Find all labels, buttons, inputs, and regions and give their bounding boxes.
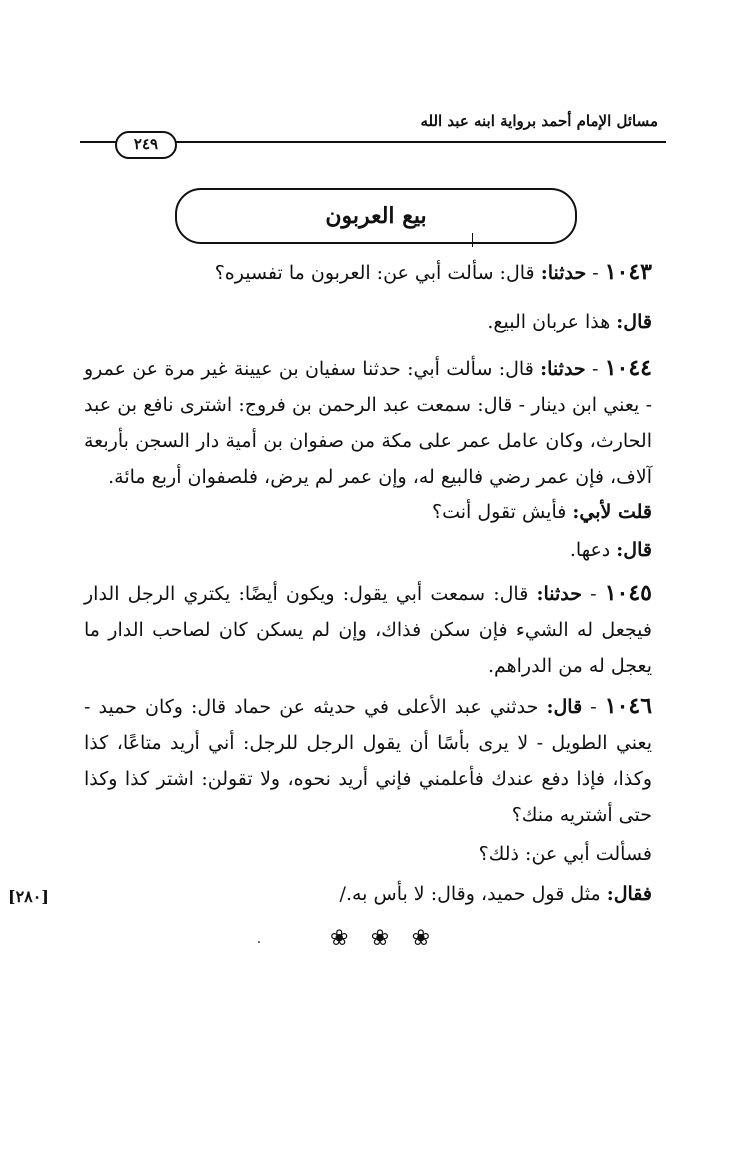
end-ornament bbox=[330, 926, 430, 951]
entry-text: قال: سألت أبي: حدثنا سفيان بن عيينة غير مرة عن عمرو - يعني ابن دينار - قال: سمعت عبد الرحمن بن فروج: اشترى نافع بن عبد الحارث، وكان عامل عمر على مكة من صفوان بن أمية دار السجن بأربعة آلاف، فإن عمر رضي فالبيع له، وإن عمر لم يرض، فلصفوان أربع مائة. bbox=[84, 358, 652, 488]
entry-number: ١٠٤٤ bbox=[604, 355, 652, 381]
entry-number: ١٠٤٣ bbox=[604, 259, 652, 285]
entry-lead: قال: bbox=[616, 311, 652, 333]
entry-lead: حدثنا: bbox=[536, 583, 583, 605]
entry-1043: ١٠٤٣ - حدثنا: قال: سألت أبي عن: العربون ما تفسيره؟ bbox=[214, 259, 652, 285]
entry-text: دعها. bbox=[569, 539, 611, 561]
question-1046 bbox=[84, 836, 652, 872]
entry-text: فسألت أبي عن: ذلك؟ bbox=[478, 843, 652, 865]
entry-number: ١٠٤٦ bbox=[604, 693, 653, 719]
running-title: مسائل الإمام أحمد برواية ابنه عبد الله bbox=[420, 112, 658, 130]
entry-lead: قال: bbox=[616, 539, 652, 561]
frame-tick-mark bbox=[472, 233, 473, 247]
entry-1045: ١٠٤٥ - حدثنا: قال: سمعت أبي يقول: ويكون أيضًا: يكتري الرجل الدار فيجعل له الشيء فإن سكن فذاك، وإن لم يسكن كان لصاحب الدار ما يعجل له من الدراهم. bbox=[84, 580, 652, 677]
entry-1046: ١٠٤٦ - قال: حدثني عبد الأعلى في حديثه عن حماد قال: وكان حميد - يعني الطويل - لا يرى بأسًا أن يقول الرجل للرجل: أني أريد متاعًا، كذا وكذا، فإذا دفع عندك فأعلمني فإني أريد نحوه، ولا تقولن: اشتر كذا وكذا حتى أشتريه منك؟ bbox=[84, 693, 653, 826]
flower-ornament-icon: ❀ bbox=[411, 926, 430, 951]
entry-lead: قلت لأبي: bbox=[572, 501, 652, 523]
flower-ornament-icon: ❀ bbox=[370, 926, 390, 951]
speck bbox=[258, 941, 260, 943]
answer-1043 bbox=[84, 304, 652, 340]
entry-lead: قال: bbox=[546, 696, 583, 718]
entry-1044: ١٠٤٤ - حدثنا: قال: سألت أبي: حدثنا سفيان بن عيينة غير مرة عن عمرو - يعني ابن دينار - قال: سمعت عبد الرحمن بن فروج: اشترى نافع بن عبد الحارث، وكان عامل عمر على مكة من صفوان بن أمية دار السجن بأربعة آلاف، فإن عمر رضي فالبيع له، وإن عمر لم يرض، فلصفوان أربع مائة. bbox=[84, 355, 652, 488]
entry-lead: حدثنا: bbox=[540, 358, 586, 380]
question-1044 bbox=[84, 494, 652, 530]
entry-text: مثل قول حميد، وقال: لا بأس به./ bbox=[339, 883, 601, 905]
entry-text: قال: سألت أبي عن: العربون ما تفسيره؟ bbox=[214, 262, 535, 284]
entry-text: قال: سمعت أبي يقول: ويكون أيضًا: يكتري الرجل الدار فيجعل له الشيء فإن سكن فذاك، وإن لم يسكن كان لصاحب الدار ما يعجل له من الدراهم. bbox=[84, 583, 652, 677]
answer-1044 bbox=[84, 532, 652, 568]
section-title-frame bbox=[175, 188, 577, 244]
entry-text: هذا عربان البيع. bbox=[487, 311, 611, 333]
entry-number: ١٠٤٥ bbox=[604, 580, 652, 606]
page-number: ٢٤٩ bbox=[115, 131, 177, 159]
entry-text: فأيش تقول أنت؟ bbox=[432, 501, 567, 523]
section-title: بيع العربون bbox=[325, 203, 427, 229]
entry-lead: فقال: bbox=[606, 883, 652, 905]
margin-reference: [٢٨٠] bbox=[8, 887, 49, 906]
answer-1046 bbox=[84, 876, 652, 912]
entry-text: حدثني عبد الأعلى في حديثه عن حماد قال: وكان حميد - يعني الطويل - لا يرى بأسًا أن يقول الرجل للرجل: أني أريد متاعًا، كذا وكذا، فإذا دفع عندك فأعلمني فإني أريد نحوه، ولا تقولن: اشتر كذا وكذا حتى أشتريه منك؟ bbox=[84, 696, 652, 826]
entry-lead: حدثنا: bbox=[540, 262, 587, 284]
flower-ornament-icon: ❀ bbox=[330, 926, 349, 951]
